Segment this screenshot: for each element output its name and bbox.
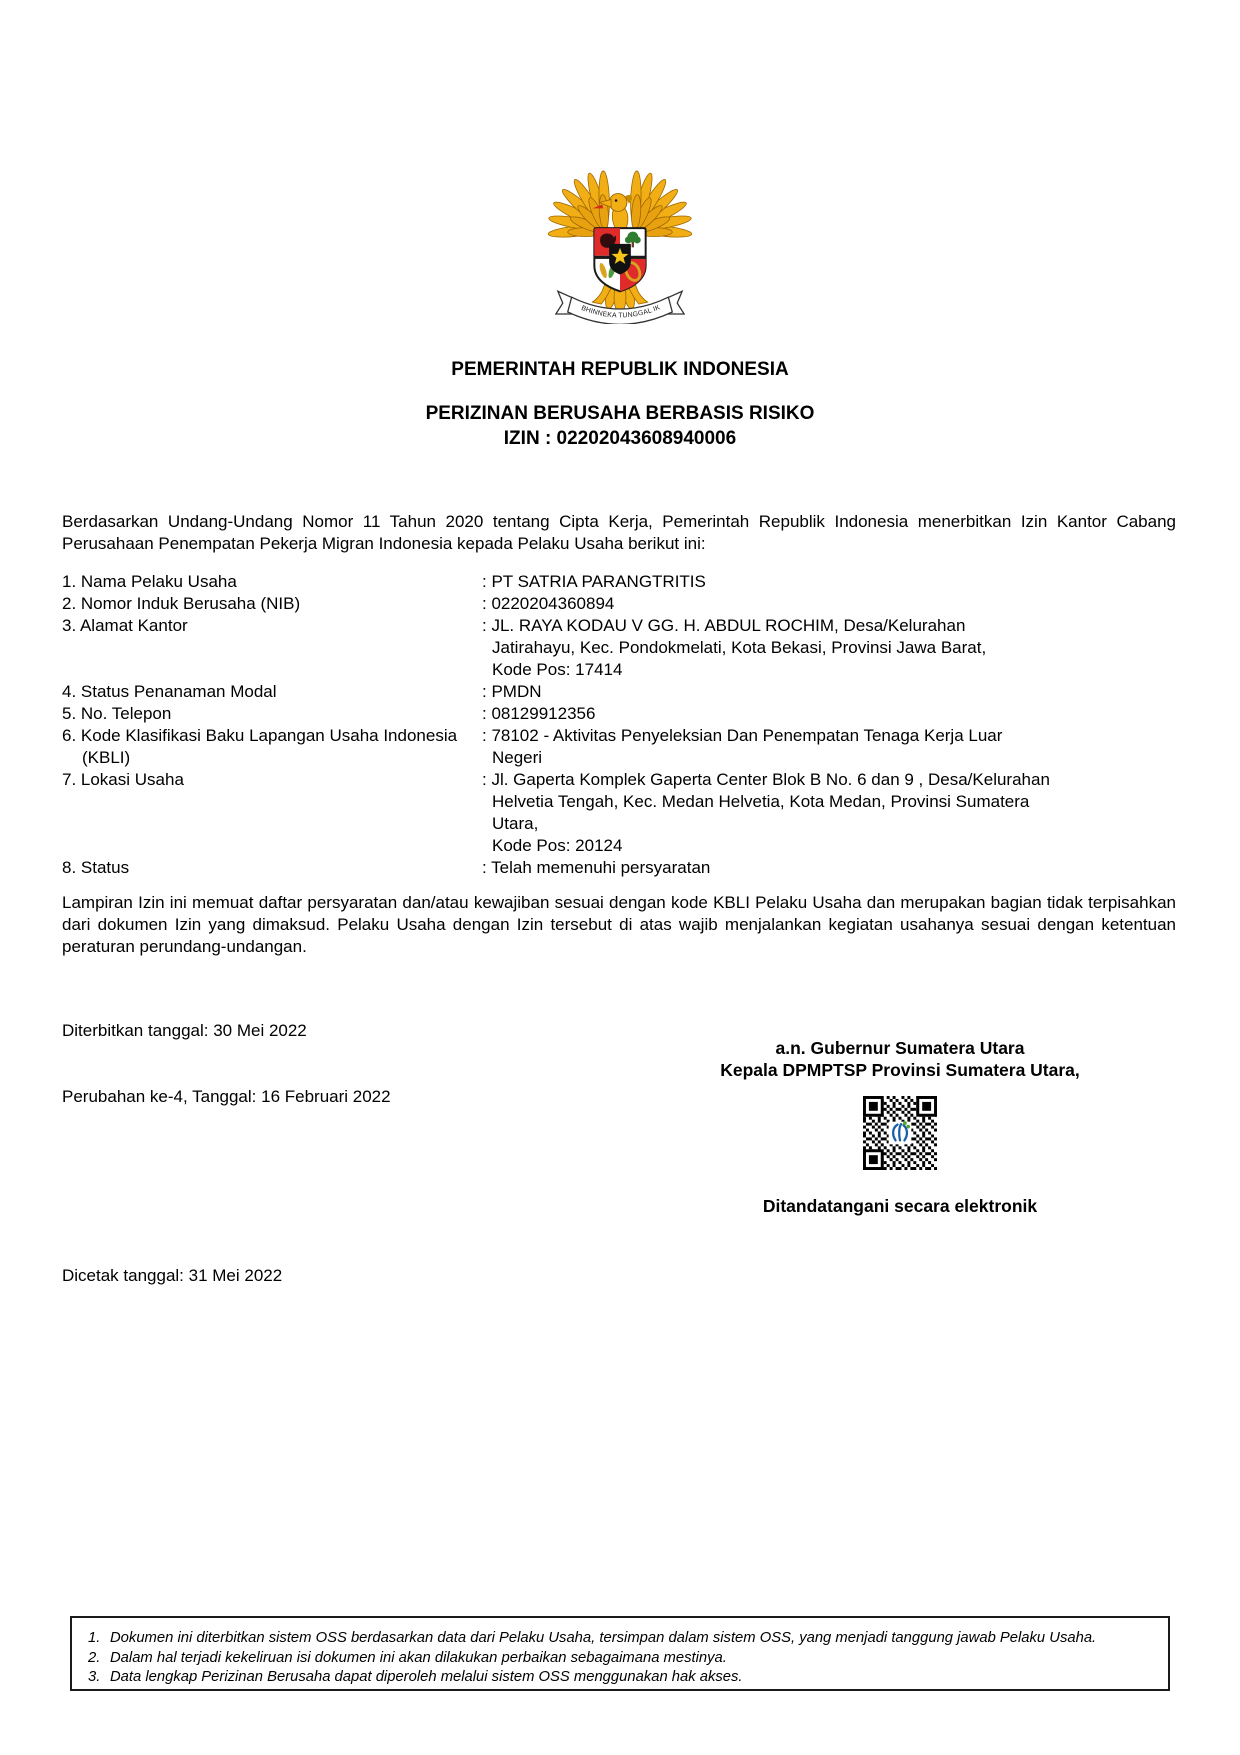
footer-note (72, 1629, 1168, 1649)
field-row-nib (62, 593, 1178, 615)
garuda-emblem-graphic (546, 152, 694, 324)
field-value: : Jl. Gaperta Komplek Gaperta Center Blok B No. 6 dan 9 , Desa/Kelurahan Helvetia Tengah, Kec. Medan Helvetia, Kota Medan, Provinsi Sumatera Utara, Kode Pos: 20124 (482, 770, 1050, 855)
field-label: 8. Status (62, 858, 130, 877)
license-fields (62, 571, 1178, 879)
field-row-alamat-kantor (62, 615, 1178, 681)
license-number: IZIN : 02202043608940006 (503, 428, 737, 449)
field-label: 3. Alamat Kantor (62, 616, 188, 635)
footer-note-text: Data lengkap Perizinan Berusaha dapat diperoleh melalui sistem OSS menggunakan hak akses. (110, 1669, 743, 1685)
pancasila-shield (594, 228, 645, 291)
garuda-pancasila-emblem (546, 152, 694, 324)
field-value: : 08129912356 (482, 704, 596, 723)
closing-paragraph: Lampiran Izin ini memuat daftar persyaratan dan/atau kewajiban sesuai dengan kode KBLI Pelaku Usaha dan merupakan bagian tidak terpisahkan dari dokumen Izin yang dimaksud. Pelaku Usaha dengan Izin tersebut di atas wajib menjalankan kegiatan usahanya sesuai dengan ketentuan peraturan perundang-undangan. (62, 893, 1176, 956)
footer-note-number: 3. (88, 1669, 101, 1685)
revision-date-line: Perubahan ke-4, Tanggal: 16 Februari 2022 (62, 1087, 391, 1106)
field-value: : JL. RAYA KODAU V GG. H. ABDUL ROCHIM, Desa/Kelurahan Jatirahayu, Kec. Pondokmelati, Kota Bekasi, Provinsi Jawa Barat, Kode Pos: 17414 (482, 616, 987, 679)
field-value: : PT SATRIA PARANGTRITIS (482, 572, 706, 591)
intro-paragraph: Berdasarkan Undang-Undang Nomor 11 Tahun 2020 tentang Cipta Kerja, Pemerintah Republik Indonesia menerbitkan Izin Kantor Cabang Perusahaan Penempatan Pekerja Migran Indonesia kepada Pelaku Usaha berikut ini: (62, 512, 1176, 553)
field-label: 5. No. Telepon (62, 704, 172, 723)
printed-date-line: Dicetak tanggal: 31 Mei 2022 (62, 1266, 283, 1285)
footer-note (72, 1668, 1168, 1688)
footer-notes-box (70, 1616, 1170, 1691)
signature-on-behalf: a.n. Gubernur Sumatera Utara (775, 1038, 1025, 1058)
field-row-no-telepon (62, 703, 1178, 725)
electronic-signature-note: Ditandatangani secara elektronik (762, 1196, 1038, 1216)
footer-note-text: Dokumen ini diterbitkan sistem OSS berdasarkan data dari Pelaku Usaha, tersimpan dalam sistem OSS, yang menjadi tanggung jawab Pelaku Usaha. (110, 1630, 1097, 1646)
government-title: PEMERINTAH REPUBLIK INDONESIA (451, 359, 789, 380)
footer-note-text: Dalam hal terjadi kekeliruan isi dokumen ini akan dilakukan perbaikan sebagaimana mestinya. (110, 1649, 727, 1666)
oss-logo-icon (889, 1121, 912, 1144)
field-row-lokasi-usaha (62, 769, 1178, 857)
field-value: : Telah memenuhi persyaratan (482, 858, 711, 877)
signature-block (620, 1037, 1180, 1217)
field-row-status-penanaman-modal (62, 681, 1178, 703)
field-row-nama-pelaku-usaha (62, 571, 1178, 593)
field-label: 6. Kode Klasifikasi Baku Lapangan Usaha Indonesia (KBLI) (62, 726, 458, 767)
issued-date-line: Diterbitkan tanggal: 30 Mei 2022 (62, 1021, 307, 1040)
field-label: 1. Nama Pelaku Usaha (62, 572, 237, 591)
field-value: : 78102 - Aktivitas Penyeleksian Dan Penempatan Tenaga Kerja Luar Negeri (482, 726, 1003, 767)
footer-note (72, 1649, 1168, 1669)
footer-note-number: 2. (88, 1649, 101, 1666)
field-label: 7. Lokasi Usaha (62, 770, 184, 789)
field-row-kbli (62, 725, 1178, 769)
document-title: PERIZINAN BERUSAHA BERBASIS RISIKO (425, 403, 815, 424)
footer-note-number: 1. (88, 1630, 101, 1646)
qr-code (863, 1096, 937, 1170)
signature-title: Kepala DPMPTSP Provinsi Sumatera Utara, (720, 1060, 1080, 1080)
field-value: : 0220204360894 (482, 594, 615, 613)
issue-dates (62, 976, 391, 1152)
emblem-motto-text: BHINNEKA TUNGGAL IK (580, 304, 662, 320)
field-value: : PMDN (482, 682, 542, 701)
field-label: 4. Status Penanaman Modal (62, 682, 277, 701)
field-row-status (62, 857, 1178, 879)
field-label: 2. Nomor Induk Berusaha (NIB) (62, 594, 301, 613)
